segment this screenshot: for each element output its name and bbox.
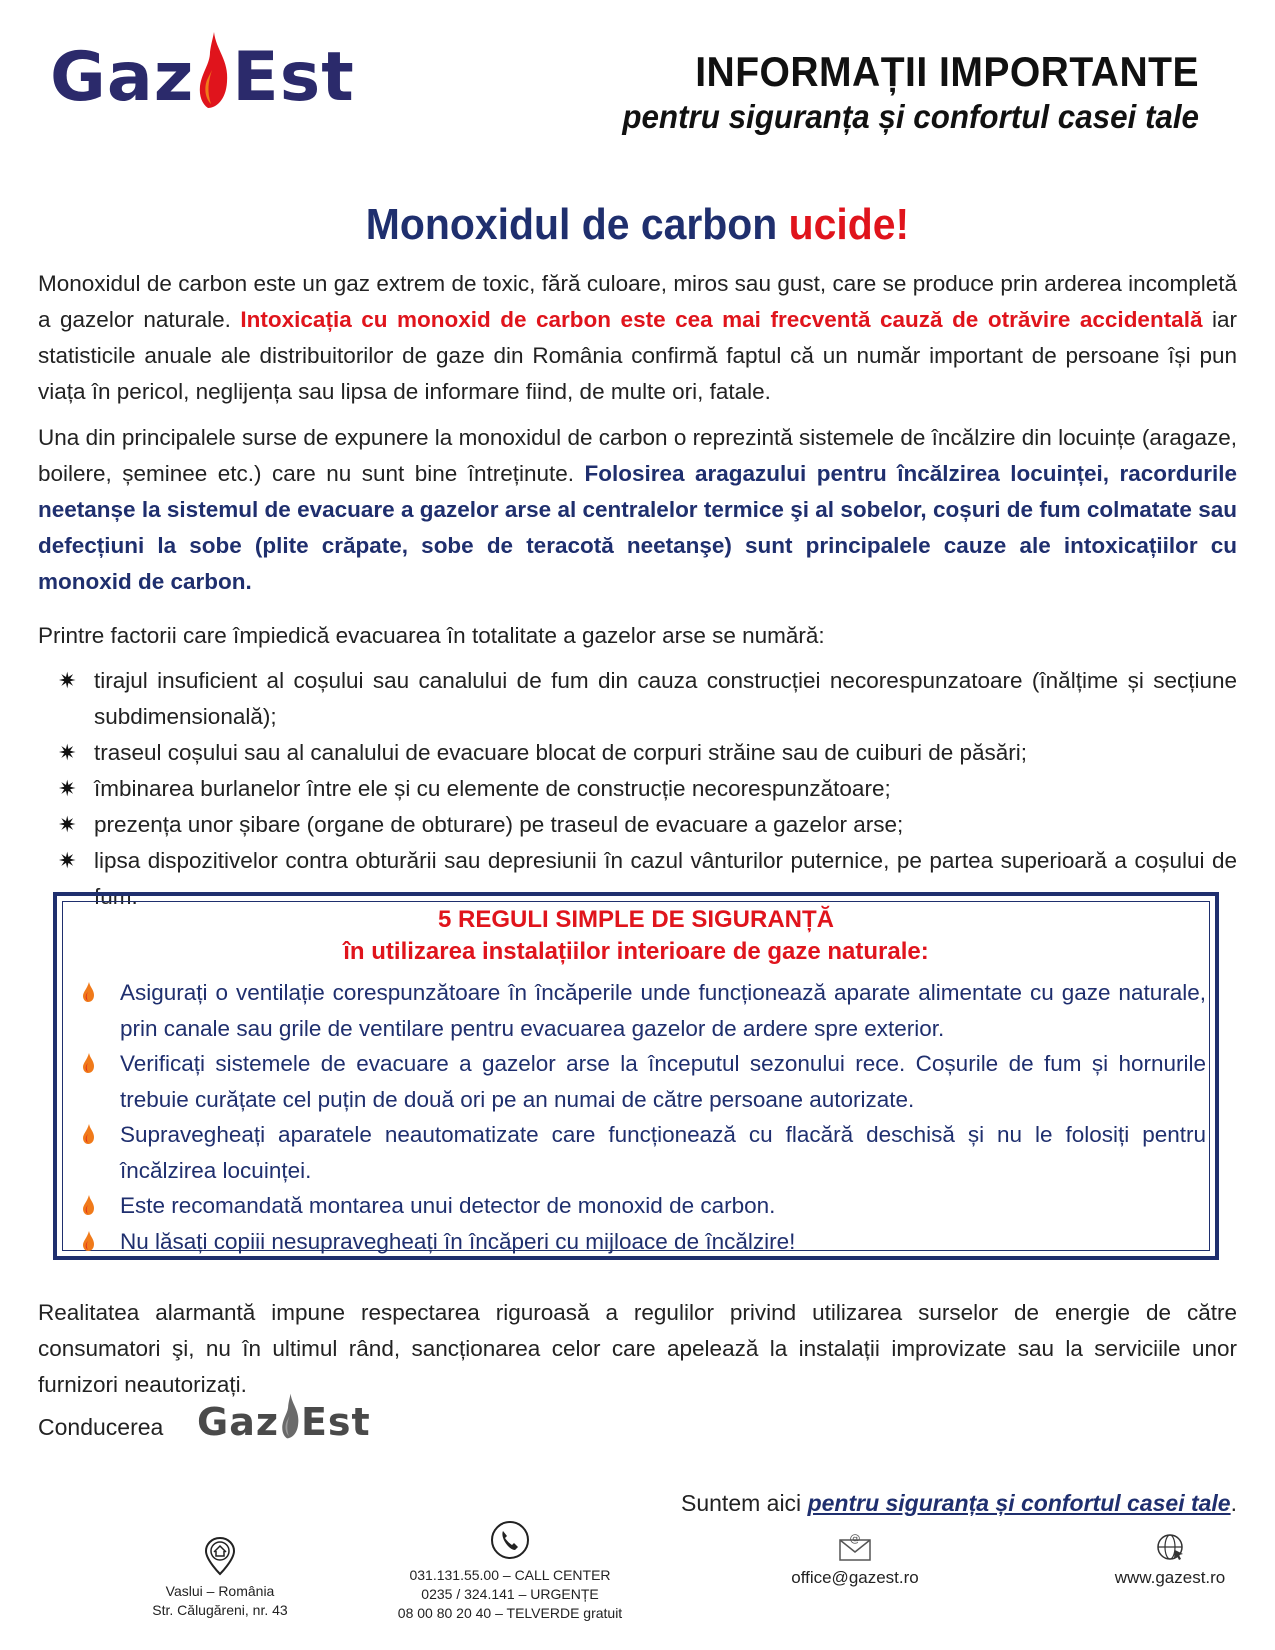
star-bullet-icon: ✷ xyxy=(58,668,77,693)
logo-text-gaz: Gaz xyxy=(50,38,195,117)
contact-phone xyxy=(395,1520,625,1623)
paragraph-factors-intro xyxy=(38,618,1237,654)
factor-text: traseul coșului sau al canalului de evacuare blocat de corpuri străine sau de cuiburi de păsări; xyxy=(94,740,1028,765)
footer-logo-text-gaz: Gaz xyxy=(197,1400,279,1444)
star-bullet-icon: ✷ xyxy=(58,848,77,873)
header-subtitle: pentru siguranța și confortul casei tale xyxy=(622,98,1199,135)
email-icon xyxy=(838,1532,872,1562)
address-line2: Str. Călugăreni, nr. 43 xyxy=(152,1602,288,1618)
safety-rules-title-line2: în utilizarea instalațiilor interioare de gaze naturale: xyxy=(343,938,929,965)
factor-text: îmbinarea burlanelor între ele și cu elemente de construcție necorespunzătoare; xyxy=(94,776,891,801)
safety-rules-list xyxy=(82,975,1206,1259)
phone-telverde[interactable]: 08 00 80 20 40 – TELVERDE gratuit xyxy=(397,1605,623,1621)
website-link[interactable]: www.gazest.ro xyxy=(1114,1568,1226,1587)
closing-paragraph: Realitatea alarmantă impune respectarea riguroasă a regulilor privind utilizarea surselor de energie de către consumatori şi, nu în ultimul rând, sancționarea celor care apelează la instalații improvizate sau la serviciile unor furnizori neautorizați. xyxy=(38,1300,1237,1397)
phone-emergency[interactable]: 0235 / 324.141 – URGENȚE xyxy=(421,1586,599,1602)
list-item xyxy=(82,1117,1206,1188)
paragraph-intro xyxy=(38,266,1237,410)
factors-list xyxy=(58,663,1237,915)
rule-text: Asigurați o ventilație corespunzătoare în încăperile unde funcționează aparate alimentate cu gaze naturale, prin canale sau grile de ventilare pentru evacuarea gazelor de ardere spre exterior. xyxy=(120,980,1206,1041)
main-title-part2: ucide! xyxy=(788,200,910,249)
star-bullet-icon: ✷ xyxy=(58,812,77,837)
address-line1: Vaslui – România xyxy=(165,1583,275,1599)
list-item xyxy=(82,1224,1206,1260)
footer-gazest-logo xyxy=(197,1392,371,1444)
svg-text:@: @ xyxy=(849,1532,861,1545)
factor-text: tirajul insuficient al coșului sau canalului de fum din cauza construcției necorespunzatoare (înălțime și secțiune subdimensională); xyxy=(94,668,1237,729)
gazest-logo xyxy=(50,30,355,117)
flame-bullet-icon xyxy=(82,1194,95,1216)
footer-logo-text-est: Est xyxy=(300,1400,371,1444)
paragraph-sources xyxy=(38,420,1237,600)
para3-text: Printre factorii care împiedică evacuarea în totalitate a gazelor arse se numără: xyxy=(38,623,825,648)
factor-text: lipsa dispozitivelor contra obturării sau depresiunii în cazul vânturilor puternice, pe partea superioară a coșului de fum. xyxy=(94,848,1237,909)
para1-text-b: iar statisticile anuale ale distribuitorilor de gaze din România confirmă faptul că un număr important de persoane își pun viața în pericol, neglijența sau lipsa de informare fiind, de multe ori, fatale. xyxy=(38,307,1237,404)
rule-text: Este recomandată montarea unui detector de monoxid de carbon. xyxy=(120,1193,776,1218)
slogan xyxy=(681,1490,1237,1517)
list-item xyxy=(82,1188,1206,1224)
list-item xyxy=(58,807,1237,843)
signature-label: Conducerea xyxy=(38,1414,164,1440)
email-link[interactable]: office@gazest.ro xyxy=(791,1568,919,1587)
header-titles xyxy=(592,48,1199,136)
contact-address xyxy=(150,1536,290,1620)
flame-bullet-icon xyxy=(82,1230,95,1252)
location-home-icon xyxy=(203,1536,237,1576)
star-bullet-icon: ✷ xyxy=(58,740,77,765)
list-item xyxy=(58,771,1237,807)
phone-call-center[interactable]: 031.131.55.00 – CALL CENTER xyxy=(409,1567,611,1583)
slogan-prefix: Suntem aici xyxy=(681,1490,808,1516)
logo-text-est: Est xyxy=(232,38,355,117)
flame-icon xyxy=(196,30,230,110)
main-title xyxy=(45,200,1231,250)
list-item xyxy=(58,735,1237,771)
rule-text: Nu lăsați copiii nesupravegheați în încăperi cu mijloace de încălzire! xyxy=(120,1228,796,1254)
flame-bullet-icon xyxy=(82,1123,95,1145)
list-item xyxy=(82,975,1206,1046)
main-title-part1: Monoxidul de carbon xyxy=(365,200,778,249)
para2-text-a: Una din principalele surse de expunere la monoxidul de carbon o reprezintă sistemele de încălzire din locuințe (aragaze, boilere, șeminee etc.) care nu sunt bine întreținute. xyxy=(38,425,1237,486)
contact-website xyxy=(1095,1532,1245,1587)
factor-text: prezența unor șibare (organe de obturare) pe traseul de evacuare a gazelor arse; xyxy=(94,812,904,837)
contact-email xyxy=(775,1532,935,1587)
globe-icon xyxy=(1153,1532,1187,1562)
para2-highlight: Folosirea aragazului pentru încălzirea locuinței, racordurile neetanșe la sistemul de evacuare a gazelor arse al centralelor termice şi al sobelor, coșuri de fum colmatate sau defecțiuni la sobe (plite crăpate, sobe de teracotă neetanşe) sunt principalele cauze ale intoxicațiilor cu monoxid de carbon. xyxy=(38,461,1237,594)
star-bullet-icon: ✷ xyxy=(58,776,77,801)
rule-text: Supravegheați aparatele neautomatizate care funcționează cu flacără deschisă și nu le folosiți pentru încălzirea locuinței. xyxy=(120,1122,1206,1183)
safety-rules-title-line1: 5 REGULI SIMPLE DE SIGURANȚĂ xyxy=(437,906,835,933)
slogan-link[interactable]: pentru siguranța și confortul casei tale xyxy=(807,1490,1231,1516)
safety-rules-title xyxy=(53,904,1219,968)
flame-bullet-icon xyxy=(82,981,95,1003)
list-item xyxy=(82,1046,1206,1117)
flame-bullet-icon xyxy=(82,1052,95,1074)
para1-text-a: Monoxidul de carbon este un gaz extrem de toxic, fără culoare, miros sau gust, care se produce prin arderea incompletă a gazelor naturale. xyxy=(38,271,1237,332)
phone-icon xyxy=(490,1520,530,1560)
list-item xyxy=(58,663,1237,735)
para1-highlight: Intoxicația cu monoxid de carbon este cea mai frecventă cauză de otrăvire accidentală xyxy=(240,307,1203,332)
slogan-suffix: . xyxy=(1230,1490,1237,1516)
footer-flame-icon xyxy=(280,1392,300,1440)
rule-text: Verificați sistemele de evacuare a gazelor arse la începutul sezonului rece. Coșurile de fum și hornurile trebuie curățate cel puțin de două ori pe an numai de către persoane autorizate. xyxy=(120,1051,1206,1112)
header-title: INFORMAȚII IMPORTANTE xyxy=(695,48,1199,95)
